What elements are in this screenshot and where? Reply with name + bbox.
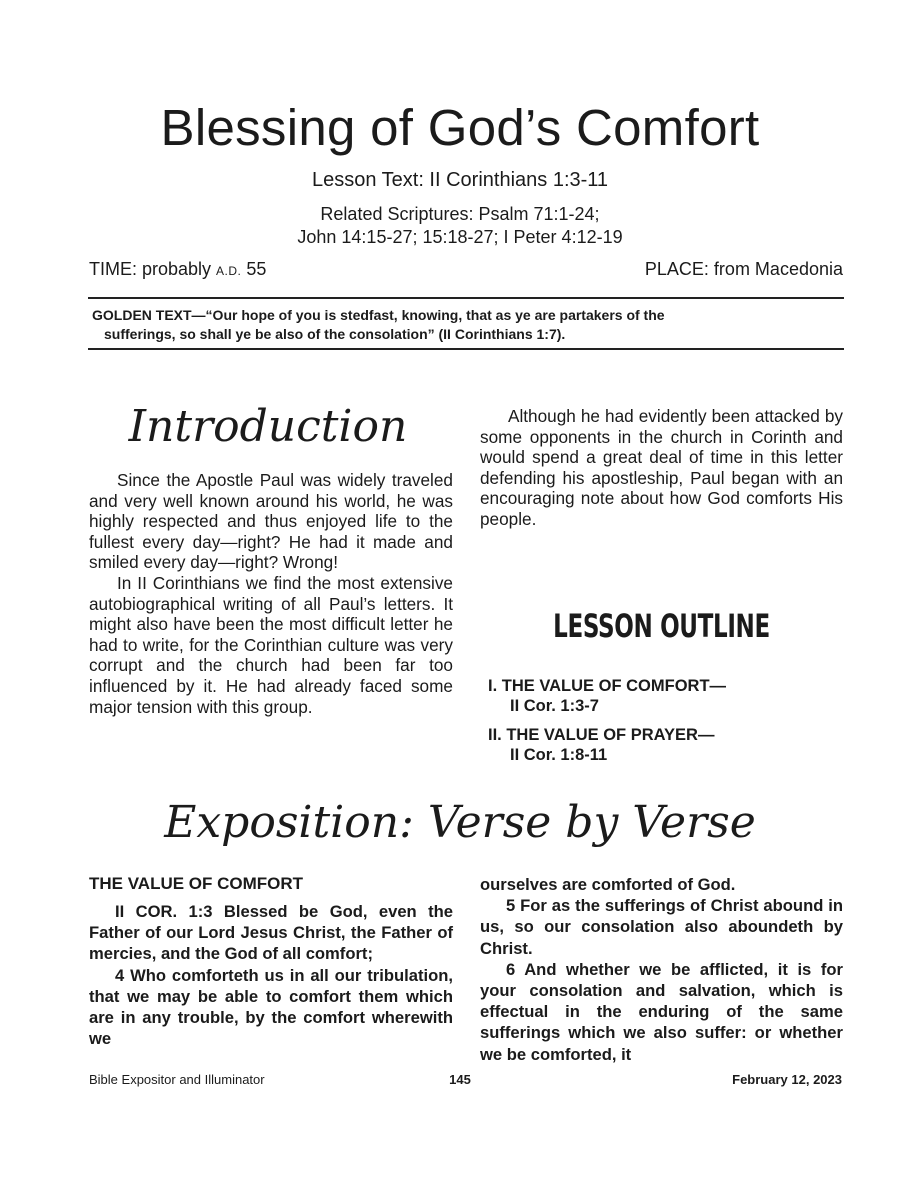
- exposition-left-column: [89, 874, 453, 1049]
- outline-item-reference: II Cor. 1:3-7: [510, 697, 599, 715]
- time-year: 55: [241, 259, 267, 279]
- introduction-paragraph: Although he had evidently been attacked by some opponents in the church in Corinth and would spend a great deal of time in this letter defending his apostleship, Paul began with an encouraging note about how God comforts His people.: [480, 406, 843, 529]
- golden-text-line-1: GOLDEN TEXT—“Our hope of you is stedfast, knowing, that as ye are partakers of the: [92, 307, 665, 323]
- outline-item-label: I. THE VALUE OF COMFORT—: [488, 677, 727, 695]
- outline-item-reference: II Cor. 1:8-11: [510, 746, 608, 764]
- time-era: A.D.: [216, 264, 242, 278]
- lesson-text-reference: Lesson Text: II Corinthians 1:3-11: [311, 169, 609, 191]
- related-scriptures: [60, 203, 860, 249]
- golden-text-line-2: sufferings, so shall ye be also of the consolation” (II Corinthians 1:7).: [104, 326, 566, 342]
- section-heading: THE VALUE OF COMFORT: [89, 874, 304, 893]
- introduction-right-column: [480, 406, 843, 530]
- outline-item-label: II. THE VALUE OF PRAYER—: [488, 726, 715, 744]
- footer-date: February 12, 2023: [732, 1072, 842, 1087]
- scripture-verse: II COR. 1:3 Blessed be God, even the Father of our Lord Jesus Christ, the Father of mercies, and the God of all comfort;: [89, 902, 453, 964]
- outline-item: [488, 676, 828, 716]
- footer-page-number: 145: [449, 1072, 471, 1087]
- introduction-heading: Introduction: [128, 401, 408, 452]
- introduction-paragraph: In II Corinthians we find the most extensive autobiographical writing of all Paul’s letters. It might also have been the most difficult letter he had to write, for the Corinthian culture was very corrupt and the church had been far too influenced by it. He had already faced some major tension with this group.: [89, 572, 453, 717]
- related-scriptures-line-2: John 14:15-27; 15:18-27; I Peter 4:12-19: [297, 227, 623, 247]
- golden-text-bottom-rule: [88, 348, 844, 350]
- lesson-outline-list: [488, 676, 828, 774]
- place-info: PLACE: from Macedonia: [644, 259, 843, 279]
- time-info: [89, 258, 266, 282]
- exposition-heading: Exposition: Verse by Verse: [164, 797, 756, 848]
- introduction-left-column: [89, 470, 453, 717]
- lesson-outline-heading: LESSON OUTLINE: [553, 607, 770, 645]
- scripture-verse-continuation: ourselves are comforted of God.: [480, 875, 736, 894]
- outline-item: [488, 725, 828, 765]
- related-scriptures-line-1: Related Scriptures: Psalm 71:1-24;: [320, 204, 600, 224]
- golden-text-top-rule: [88, 297, 844, 299]
- exposition-right-column: [480, 874, 843, 1065]
- introduction-paragraph: Since the Apostle Paul was widely traveled and very well known around his world, he was highly respected and thus enjoyed life to the fullest every day—right? He had it made and smiled every day—right? Wrong!: [89, 470, 453, 573]
- scripture-verse: 4 Who comforteth us in all our tribulation, that we may be able to comfort them which are in any trouble, by the comfort wherewith we: [89, 965, 453, 1049]
- time-label: TIME: probably: [89, 259, 217, 279]
- footer-publication: Bible Expositor and Illuminator: [89, 1072, 265, 1087]
- golden-text: [92, 306, 844, 344]
- lesson-title: Blessing of God’s Comfort: [160, 99, 760, 156]
- scripture-verse: 5 For as the sufferings of Christ abound in us, so our consolation also aboundeth by Christ.: [480, 896, 843, 958]
- scripture-verse: 6 And whether we be afflicted, it is for your consolation and salvation, which is effectual in the enduring of the same sufferings which we also suffer: or whether we be comforted, it: [480, 959, 843, 1064]
